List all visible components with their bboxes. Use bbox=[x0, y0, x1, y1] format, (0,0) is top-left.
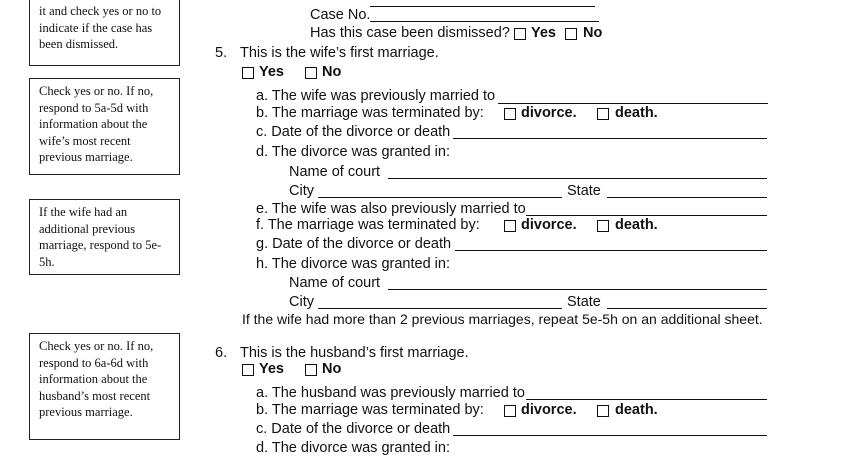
q5b-death-checkbox[interactable] bbox=[597, 108, 609, 120]
q5f-divorce-checkbox[interactable] bbox=[504, 220, 516, 232]
q6c-label: c. Date of the divorce or death bbox=[256, 421, 451, 437]
q5-additional-sheet-note: If the wife had more than 2 previous marriages, repeat 5e-5h on an additional sheet. bbox=[242, 311, 763, 327]
q5e-field[interactable] bbox=[526, 215, 767, 216]
dismissed-question: Has this case been dismissed? bbox=[310, 25, 510, 41]
instruction-box-husband-first-marriage: Check yes or no. If no, respond to 6a-6d with information about the husband’s most recent previous marriage. bbox=[29, 333, 180, 440]
q6c-field[interactable] bbox=[453, 435, 767, 436]
instruction-box-wife-first-marriage: Check yes or no. If no, respond to 5a-5d with information about the wife’s most recent previous marriage. bbox=[29, 78, 180, 175]
q5g-field[interactable] bbox=[455, 250, 767, 251]
q5-yes-checkbox[interactable] bbox=[242, 67, 254, 79]
instruction-box-case-dismissed: it and check yes or no to indicate if the case has been dismissed. bbox=[29, 0, 180, 66]
q5h-city-field[interactable] bbox=[318, 308, 562, 309]
q6d-label: d. The divorce was granted in: bbox=[256, 440, 450, 456]
q6-question: This is the husband’s first marriage. bbox=[240, 345, 469, 361]
q6-no-label: No bbox=[322, 361, 342, 377]
q6-yes-checkbox[interactable] bbox=[242, 364, 254, 376]
q5d-state-field[interactable] bbox=[607, 197, 767, 198]
q6-yes-label: Yes bbox=[259, 361, 284, 377]
q6b-label: b. The marriage was terminated by: bbox=[256, 402, 484, 418]
q5h-state-label: State bbox=[567, 294, 601, 310]
q5c-label: c. Date of the divorce or death bbox=[256, 124, 451, 140]
q5f-divorce-label: divorce. bbox=[521, 217, 577, 233]
q6b-divorce-checkbox[interactable] bbox=[504, 405, 516, 417]
q5b-death-label: death. bbox=[615, 105, 658, 121]
q5-question: This is the wife’s first marriage. bbox=[240, 45, 439, 61]
q6b-divorce-label: divorce. bbox=[521, 402, 577, 418]
case-no-label: Case No. bbox=[310, 7, 371, 23]
q5h-label: h. The divorce was granted in: bbox=[256, 256, 450, 272]
q5f-label: f. The marriage was terminated by: bbox=[256, 217, 480, 233]
q5f-death-checkbox[interactable] bbox=[597, 220, 609, 232]
q6a-field[interactable] bbox=[526, 399, 767, 400]
q5b-divorce-checkbox[interactable] bbox=[504, 108, 516, 120]
q5c-field[interactable] bbox=[453, 138, 767, 139]
q6-number: 6. bbox=[215, 345, 228, 361]
q5f-death-label: death. bbox=[615, 217, 658, 233]
q6-no-checkbox[interactable] bbox=[305, 364, 317, 376]
q5g-label: g. Date of the divorce or death bbox=[256, 236, 452, 252]
instruction-box-wife-additional-marriage: If the wife had an additional previous marriage, respond to 5e-5h. bbox=[29, 199, 180, 275]
top-blank-line[interactable] bbox=[370, 6, 595, 7]
q5-number: 5. bbox=[215, 45, 228, 61]
q5h-state-field[interactable] bbox=[607, 308, 767, 309]
q5-no-checkbox[interactable] bbox=[305, 67, 317, 79]
q5h-city-label: City bbox=[289, 294, 314, 310]
dismissed-no-label: No bbox=[583, 25, 603, 41]
q6b-death-checkbox[interactable] bbox=[597, 405, 609, 417]
dismissed-yes-label: Yes bbox=[531, 25, 556, 41]
q5b-divorce-label: divorce. bbox=[521, 105, 577, 121]
q5b-label: b. The marriage was terminated by: bbox=[256, 105, 484, 121]
q6a-label: a. The husband was previously married to bbox=[256, 385, 525, 401]
q5d-court-label: Name of court bbox=[289, 164, 381, 180]
q5e-label: e. The wife was also previously married to bbox=[256, 201, 526, 217]
q5d-court-field[interactable] bbox=[388, 178, 767, 179]
q5d-state-label: State bbox=[567, 183, 601, 199]
q5d-label: d. The divorce was granted in: bbox=[256, 144, 450, 160]
dismissed-yes-checkbox[interactable] bbox=[514, 28, 526, 40]
dismissed-no-checkbox[interactable] bbox=[565, 28, 577, 40]
q5d-city-label: City bbox=[289, 183, 314, 199]
case-no-field[interactable] bbox=[370, 21, 599, 22]
q5h-court-field[interactable] bbox=[388, 289, 767, 290]
q5a-field[interactable] bbox=[498, 103, 768, 104]
q5-no-label: No bbox=[322, 64, 342, 80]
q5a-label: a. The wife was previously married to bbox=[256, 88, 496, 104]
q5-yes-label: Yes bbox=[259, 64, 284, 80]
q5d-city-field[interactable] bbox=[318, 197, 562, 198]
q5h-court-label: Name of court bbox=[289, 275, 381, 291]
q6b-death-label: death. bbox=[615, 402, 658, 418]
